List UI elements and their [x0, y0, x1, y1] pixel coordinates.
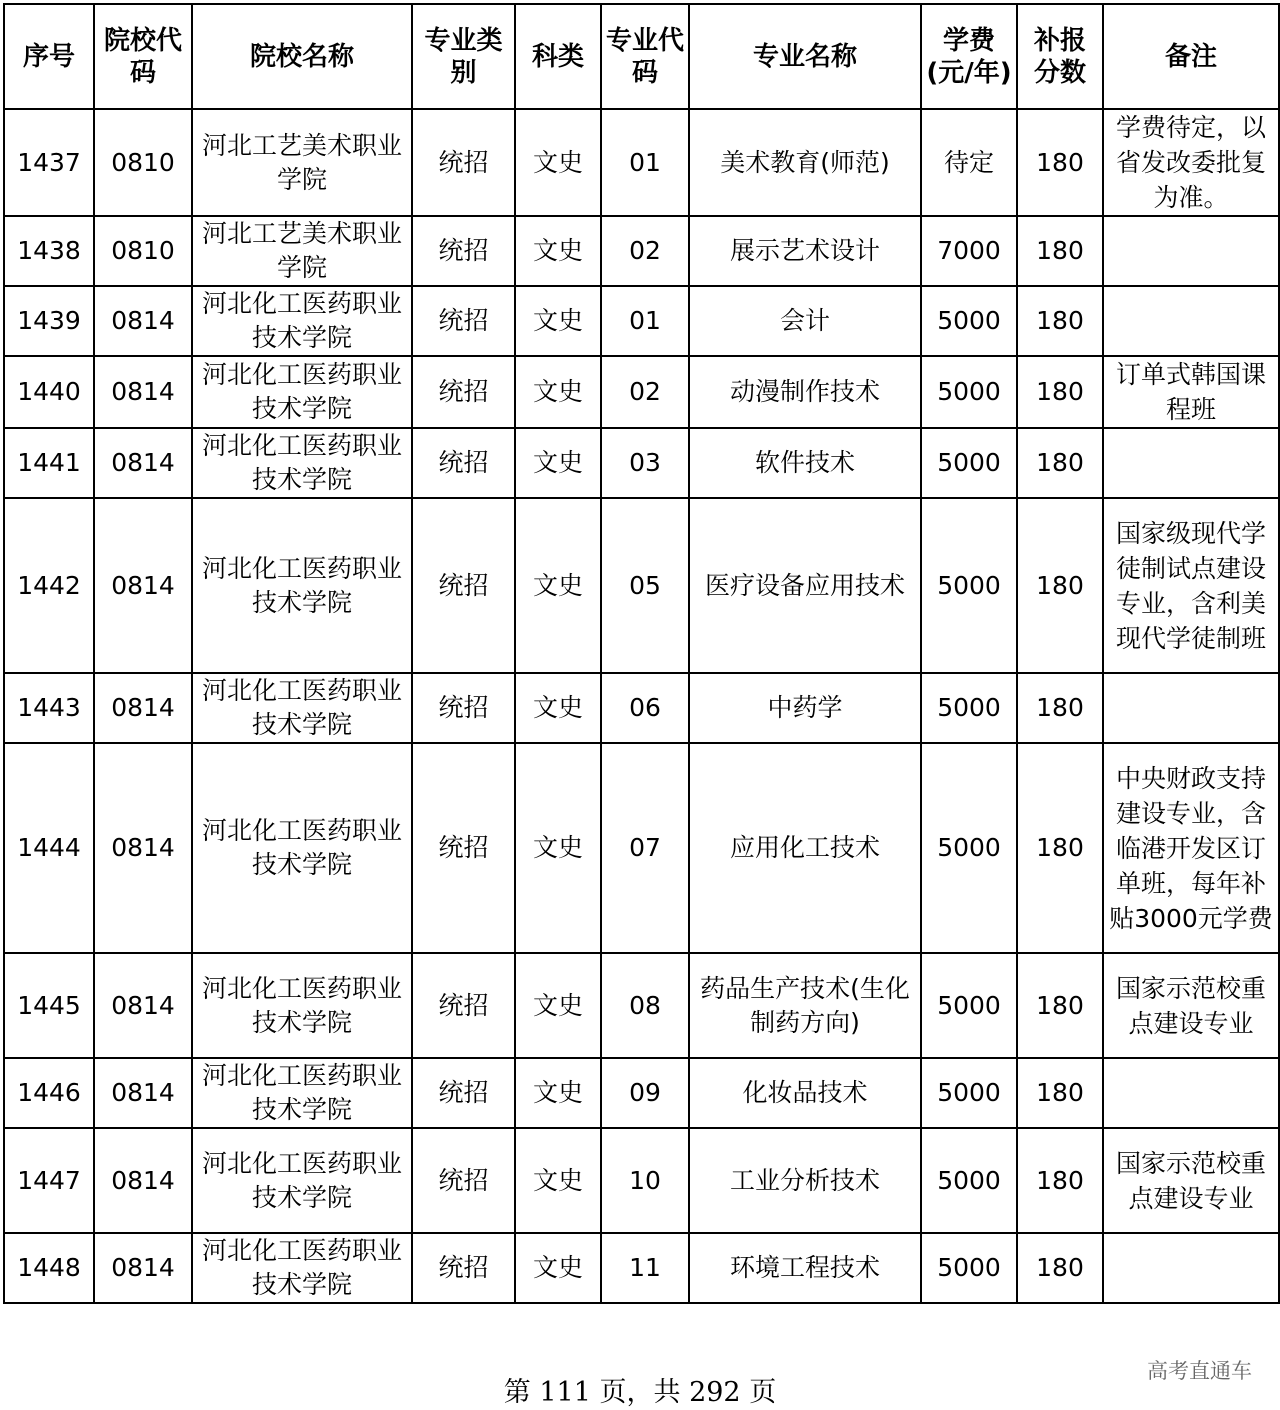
cell-school-code: 0814 — [94, 743, 192, 953]
cell-tuition: 5000 — [921, 953, 1017, 1058]
cell-major-name: 化妆品技术 — [689, 1058, 921, 1128]
cell-seq: 1442 — [4, 498, 94, 673]
cell-major-code: 01 — [601, 286, 689, 356]
cell-seq: 1444 — [4, 743, 94, 953]
cell-major-category: 统招 — [412, 498, 515, 673]
table-body — [4, 109, 1279, 1303]
cell-note — [1103, 1233, 1279, 1303]
cell-school-name: 河北工艺美术职业学院 — [192, 216, 412, 286]
cell-note: 国家示范校重点建设专业 — [1103, 953, 1279, 1058]
cell-school-code: 0814 — [94, 356, 192, 428]
cell-tuition: 5000 — [921, 356, 1017, 428]
table-row — [4, 743, 1279, 953]
cell-score: 180 — [1017, 1233, 1103, 1303]
cell-note: 国家级现代学徒制试点建设专业，含利美现代学徒制班 — [1103, 498, 1279, 673]
cell-major-code: 11 — [601, 1233, 689, 1303]
cell-school-name: 河北化工医药职业技术学院 — [192, 428, 412, 498]
page-number: 第 111 页，共 292 页 — [503, 1377, 777, 1408]
cell-school-code: 0814 — [94, 673, 192, 743]
cell-note: 学费待定，以省发改委批复为准。 — [1103, 109, 1279, 216]
table-row — [4, 1233, 1279, 1303]
cell-seq: 1447 — [4, 1128, 94, 1233]
cell-subject: 文史 — [515, 1058, 601, 1128]
table-row — [4, 109, 1279, 216]
cell-school-name: 河北化工医药职业技术学院 — [192, 286, 412, 356]
cell-score: 180 — [1017, 1058, 1103, 1128]
cell-tuition: 待定 — [921, 109, 1017, 216]
cell-school-code: 0814 — [94, 1233, 192, 1303]
cell-major-code: 02 — [601, 216, 689, 286]
table-row — [4, 1058, 1279, 1128]
header-major-category: 专业类别 — [412, 4, 515, 109]
cell-subject: 文史 — [515, 109, 601, 216]
cell-seq: 1438 — [4, 216, 94, 286]
cell-major-name: 会计 — [689, 286, 921, 356]
cell-major-category: 统招 — [412, 356, 515, 428]
cell-school-code: 0810 — [94, 109, 192, 216]
cell-major-name: 动漫制作技术 — [689, 356, 921, 428]
cell-score: 180 — [1017, 356, 1103, 428]
cell-tuition: 5000 — [921, 1233, 1017, 1303]
header-tuition: 学费(元/年) — [921, 4, 1017, 109]
cell-score: 180 — [1017, 953, 1103, 1058]
cell-tuition: 5000 — [921, 673, 1017, 743]
cell-major-category: 统招 — [412, 743, 515, 953]
cell-note — [1103, 216, 1279, 286]
cell-school-code: 0814 — [94, 1128, 192, 1233]
header-major-code: 专业代码 — [601, 4, 689, 109]
table-row — [4, 216, 1279, 286]
cell-school-name: 河北化工医药职业技术学院 — [192, 673, 412, 743]
cell-tuition: 5000 — [921, 1128, 1017, 1233]
cell-score: 180 — [1017, 1128, 1103, 1233]
cell-score: 180 — [1017, 428, 1103, 498]
cell-score: 180 — [1017, 743, 1103, 953]
cell-note — [1103, 428, 1279, 498]
cell-school-code: 0810 — [94, 216, 192, 286]
cell-tuition: 7000 — [921, 216, 1017, 286]
cell-major-name: 中药学 — [689, 673, 921, 743]
cell-major-name: 美术教育(师范) — [689, 109, 921, 216]
cell-note: 国家示范校重点建设专业 — [1103, 1128, 1279, 1233]
table-row — [4, 953, 1279, 1058]
cell-major-name: 工业分析技术 — [689, 1128, 921, 1233]
cell-tuition: 5000 — [921, 498, 1017, 673]
header-row — [4, 4, 1279, 109]
cell-major-code: 02 — [601, 356, 689, 428]
cell-note: 订单式韩国课程班 — [1103, 356, 1279, 428]
cell-major-name: 医疗设备应用技术 — [689, 498, 921, 673]
cell-major-code: 06 — [601, 673, 689, 743]
cell-school-name: 河北工艺美术职业学院 — [192, 109, 412, 216]
cell-seq: 1448 — [4, 1233, 94, 1303]
cell-major-name: 药品生产技术(生化制药方向) — [689, 953, 921, 1058]
cell-seq: 1443 — [4, 673, 94, 743]
header-major-name: 专业名称 — [689, 4, 921, 109]
header-seq: 序号 — [4, 4, 94, 109]
table-row — [4, 356, 1279, 428]
cell-school-name: 河北化工医药职业技术学院 — [192, 953, 412, 1058]
admission-table — [3, 3, 1280, 1304]
cell-major-code: 03 — [601, 428, 689, 498]
cell-major-category: 统招 — [412, 109, 515, 216]
cell-subject: 文史 — [515, 216, 601, 286]
cell-major-code: 05 — [601, 498, 689, 673]
cell-subject: 文史 — [515, 1233, 601, 1303]
table-row — [4, 286, 1279, 356]
cell-major-code: 01 — [601, 109, 689, 216]
cell-subject: 文史 — [515, 286, 601, 356]
cell-tuition: 5000 — [921, 743, 1017, 953]
cell-major-code: 07 — [601, 743, 689, 953]
cell-subject: 文史 — [515, 498, 601, 673]
cell-score: 180 — [1017, 109, 1103, 216]
cell-major-code: 08 — [601, 953, 689, 1058]
header-school-name: 院校名称 — [192, 4, 412, 109]
header-school-code: 院校代码 — [94, 4, 192, 109]
cell-major-code: 10 — [601, 1128, 689, 1233]
cell-school-code: 0814 — [94, 498, 192, 673]
cell-major-name: 应用化工技术 — [689, 743, 921, 953]
cell-subject: 文史 — [515, 356, 601, 428]
cell-subject: 文史 — [515, 673, 601, 743]
cell-score: 180 — [1017, 498, 1103, 673]
cell-school-code: 0814 — [94, 286, 192, 356]
cell-school-name: 河北化工医药职业技术学院 — [192, 498, 412, 673]
cell-school-name: 河北化工医药职业技术学院 — [192, 743, 412, 953]
cell-note — [1103, 673, 1279, 743]
table-row — [4, 498, 1279, 673]
cell-score: 180 — [1017, 286, 1103, 356]
cell-seq: 1440 — [4, 356, 94, 428]
cell-school-name: 河北化工医药职业技术学院 — [192, 356, 412, 428]
cell-major-category: 统招 — [412, 428, 515, 498]
cell-subject: 文史 — [515, 428, 601, 498]
cell-score: 180 — [1017, 216, 1103, 286]
cell-school-code: 0814 — [94, 1058, 192, 1128]
cell-seq: 1439 — [4, 286, 94, 356]
cell-subject: 文史 — [515, 1128, 601, 1233]
header-score: 补报分数 — [1017, 4, 1103, 109]
cell-school-code: 0814 — [94, 428, 192, 498]
cell-tuition: 5000 — [921, 286, 1017, 356]
cell-major-category: 统招 — [412, 286, 515, 356]
table-row — [4, 673, 1279, 743]
cell-seq: 1437 — [4, 109, 94, 216]
cell-seq: 1446 — [4, 1058, 94, 1128]
cell-tuition: 5000 — [921, 428, 1017, 498]
cell-note — [1103, 286, 1279, 356]
cell-major-category: 统招 — [412, 953, 515, 1058]
table-row — [4, 428, 1279, 498]
cell-note: 中央财政支持建设专业，含临港开发区订单班，每年补贴3000元学费 — [1103, 743, 1279, 953]
cell-subject: 文史 — [515, 743, 601, 953]
cell-seq: 1441 — [4, 428, 94, 498]
header-subject: 科类 — [515, 4, 601, 109]
cell-seq: 1445 — [4, 953, 94, 1058]
cell-major-name: 环境工程技术 — [689, 1233, 921, 1303]
cell-major-category: 统招 — [412, 216, 515, 286]
cell-subject: 文史 — [515, 953, 601, 1058]
header-note: 备注 — [1103, 4, 1279, 109]
cell-school-name: 河北化工医药职业技术学院 — [192, 1128, 412, 1233]
cell-score: 180 — [1017, 673, 1103, 743]
cell-major-name: 软件技术 — [689, 428, 921, 498]
cell-school-name: 河北化工医药职业技术学院 — [192, 1058, 412, 1128]
watermark: 高考直通车 — [1147, 1359, 1252, 1383]
cell-major-category: 统招 — [412, 1128, 515, 1233]
cell-major-category: 统招 — [412, 673, 515, 743]
cell-major-code: 09 — [601, 1058, 689, 1128]
cell-major-category: 统招 — [412, 1233, 515, 1303]
cell-major-category: 统招 — [412, 1058, 515, 1128]
table-row — [4, 1128, 1279, 1233]
cell-school-name: 河北化工医药职业技术学院 — [192, 1233, 412, 1303]
cell-major-name: 展示艺术设计 — [689, 216, 921, 286]
cell-tuition: 5000 — [921, 1058, 1017, 1128]
cell-school-code: 0814 — [94, 953, 192, 1058]
cell-note — [1103, 1058, 1279, 1128]
